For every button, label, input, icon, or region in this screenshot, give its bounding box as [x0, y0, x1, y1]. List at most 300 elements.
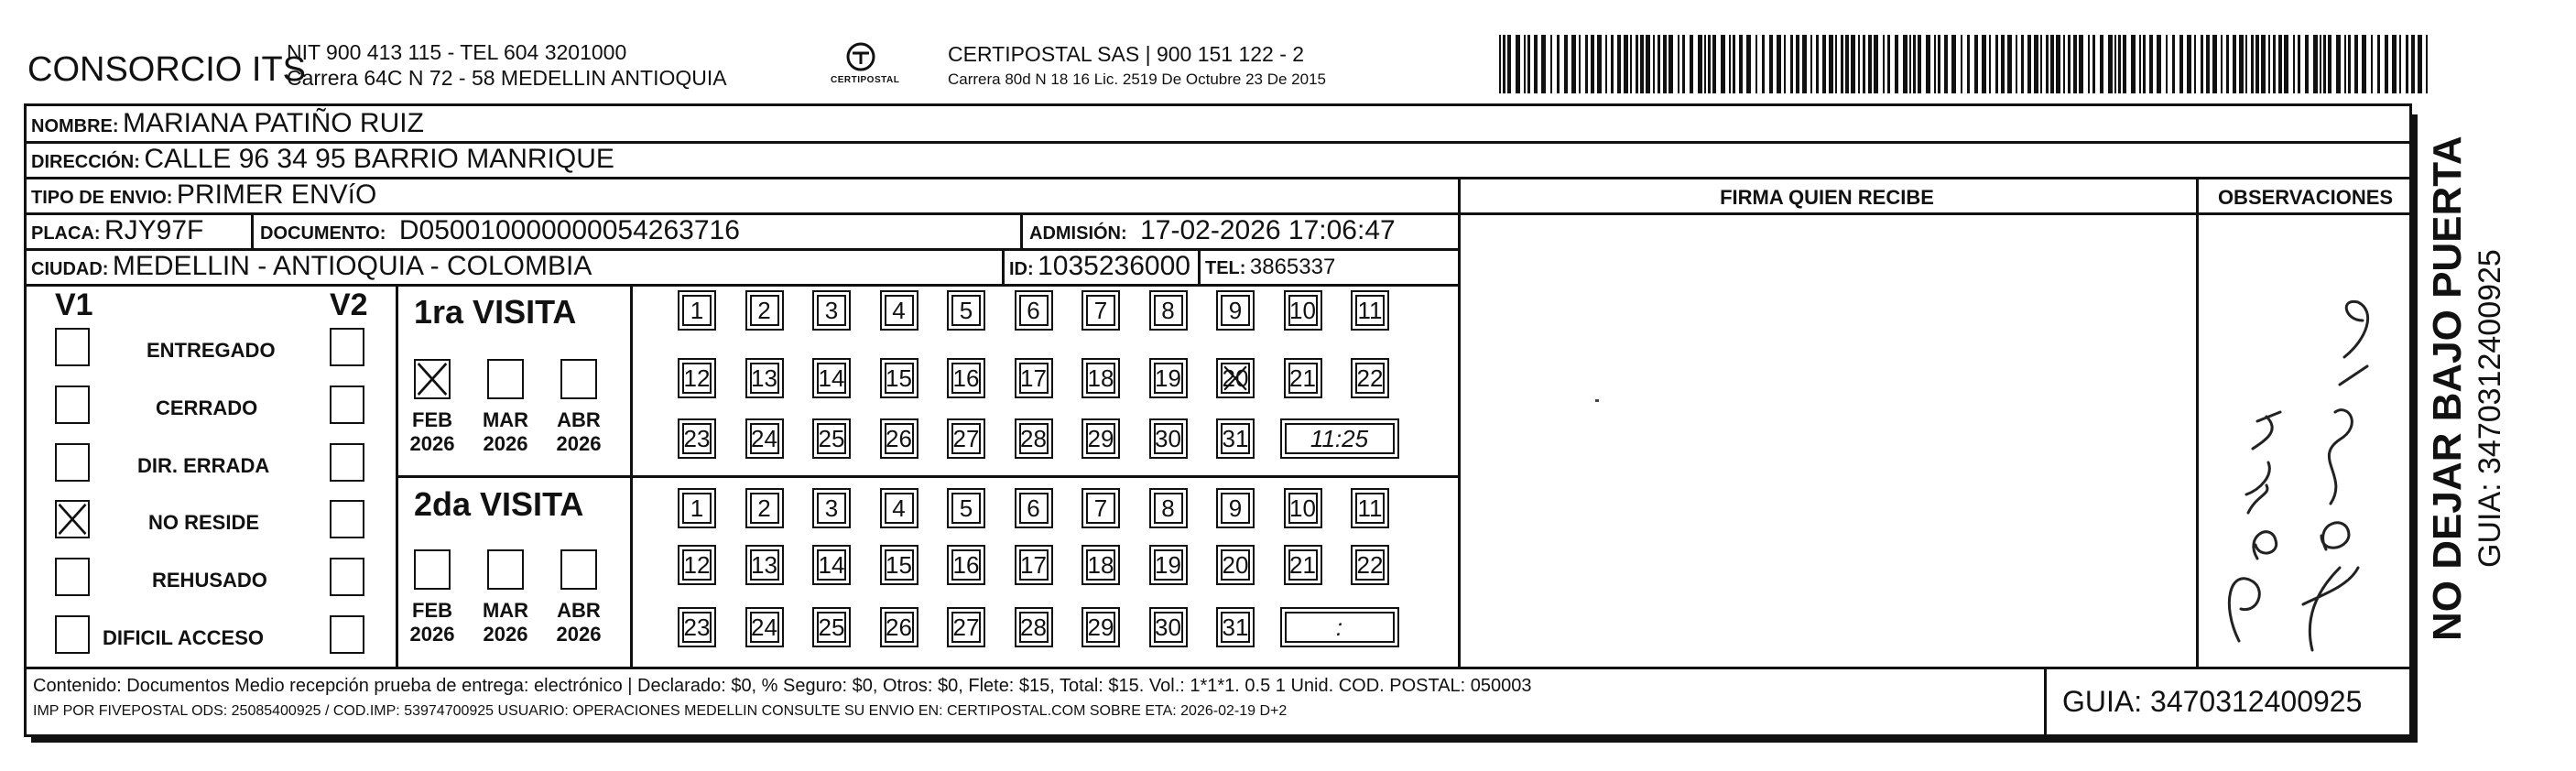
- visit-separator: [396, 475, 1458, 478]
- barcode-bar: [2245, 35, 2247, 93]
- footer-line2: IMP POR FIVEPOSTAL ODS: 25085400925 / COD.IMP: 53974700925 USUARIO: OPERACIONES MEDELLIN CONSULTE SU ENVIO EN: CERTIPOSTAL.COM SOBRE ETA: 2026-02-19 D+2: [33, 703, 1288, 719]
- barcode-bar: [1698, 35, 1702, 93]
- day-box[interactable]: 11: [1355, 295, 1385, 326]
- year-label: 2026: [483, 623, 528, 646]
- barcode-bar: [2100, 35, 2103, 93]
- day-box[interactable]: 3: [817, 493, 846, 524]
- day-box[interactable]: 9: [1221, 295, 1250, 326]
- day-box[interactable]: 2: [750, 493, 779, 524]
- barcode-bar: [1653, 35, 1655, 93]
- tel-value: 3865337: [1249, 255, 1336, 279]
- tel-row: [1205, 255, 1335, 280]
- barcode-bar: [2179, 35, 2183, 93]
- barcode-bar: [1995, 35, 1998, 93]
- barcode-bar: [2073, 35, 2077, 93]
- barcode-bar: [1611, 35, 1614, 93]
- barcode-bar: [2016, 35, 2017, 93]
- day-box[interactable]: 6: [1019, 295, 1049, 326]
- month-checkbox[interactable]: [414, 549, 451, 590]
- company-info-line2: Carrera 64C N 72 - 58 MEDELLIN ANTIOQUIA: [287, 66, 727, 90]
- observaciones-label: OBSERVACIONES: [2217, 186, 2394, 209]
- day-box[interactable]: 5: [951, 493, 981, 524]
- day-box[interactable]: 1: [682, 295, 712, 326]
- barcode-bar: [2034, 35, 2038, 93]
- frame-shadow-bottom: [31, 737, 2418, 743]
- barcode-bar: [2362, 35, 2366, 93]
- barcode-bar: [2027, 35, 2031, 93]
- barcode-bar: [2323, 35, 2326, 93]
- barcode-bar: [1690, 35, 1693, 93]
- placa-label: PLACA:: [31, 223, 101, 244]
- barcode-bar: [2221, 35, 2223, 93]
- observaciones-handwriting: [2202, 220, 2408, 659]
- col-admision-left: [1020, 212, 1023, 248]
- col-id-left: [1002, 248, 1005, 284]
- barcode-bar: [1982, 35, 1986, 93]
- barcode-bar: [2046, 35, 2049, 93]
- day-box[interactable]: 24: [750, 612, 779, 643]
- barcode-bar: [2194, 35, 2196, 93]
- day-box[interactable]: 17: [1019, 549, 1049, 581]
- barcode-bar: [1845, 35, 1849, 93]
- day-box[interactable]: 22: [1355, 549, 1385, 581]
- barcode-bar: [1668, 35, 1673, 93]
- day-box[interactable]: 7: [1086, 493, 1115, 524]
- barcode: [1499, 35, 2433, 93]
- month-checkbox[interactable]: [487, 549, 524, 590]
- barcode-bar: [1630, 35, 1632, 93]
- barcode-bar: [2206, 35, 2210, 93]
- barcode-bar: [1835, 35, 1837, 93]
- barcode-bar: [2255, 35, 2259, 93]
- logo-icon: [829, 37, 893, 101]
- barcode-bar: [1816, 35, 1819, 93]
- barcode-bar: [2377, 35, 2380, 93]
- day-box[interactable]: 27: [951, 612, 981, 643]
- day-box[interactable]: 27: [951, 423, 981, 454]
- tipo-label: TIPO DE ENVIO:: [31, 188, 173, 208]
- barcode-bar: [1550, 35, 1552, 93]
- time-box[interactable]: 11:25: [1285, 423, 1395, 454]
- ciudad-row: [31, 251, 592, 282]
- year-label: 2026: [483, 432, 528, 455]
- status-v2-checkbox[interactable]: [330, 558, 364, 596]
- barcode-bar: [2385, 35, 2388, 93]
- month-checkbox[interactable]: [414, 359, 451, 399]
- v1-heading: V1: [55, 288, 93, 322]
- day-box[interactable]: 13: [750, 363, 779, 394]
- day-box[interactable]: 26: [885, 423, 914, 454]
- admision-label: ADMISIÓN:: [1029, 223, 1127, 244]
- day-box[interactable]: 14: [817, 549, 846, 581]
- year-label: 2026: [409, 623, 455, 646]
- id-label: ID:: [1009, 259, 1034, 279]
- barcode-bar: [2399, 35, 2401, 93]
- barcode-bar: [1810, 35, 1812, 93]
- barcode-bar: [2298, 35, 2300, 93]
- status-v2-checkbox[interactable]: [330, 500, 364, 538]
- row-line-5: [24, 284, 1458, 287]
- barcode-bar: [2251, 35, 2254, 93]
- day-box[interactable]: 23: [682, 612, 712, 643]
- day-box[interactable]: 20: [1221, 549, 1250, 581]
- barcode-bar: [2348, 35, 2351, 93]
- barcode-bar: [1926, 35, 1930, 93]
- barcode-bar: [1934, 35, 1936, 93]
- barcode-bar: [2021, 35, 2024, 93]
- barcode-bar: [2426, 35, 2428, 93]
- day-box[interactable]: 5: [951, 295, 981, 326]
- barcode-bar: [1721, 35, 1725, 93]
- day-box[interactable]: 16: [951, 549, 981, 581]
- day-box[interactable]: 13: [750, 549, 779, 581]
- barcode-bar: [2166, 35, 2168, 93]
- barcode-bar: [2418, 35, 2422, 93]
- status-label: NO RESIDE: [148, 511, 260, 534]
- day-box[interactable]: 12: [682, 549, 712, 581]
- month-checkbox[interactable]: [560, 549, 597, 590]
- side-warning: NO DEJAR BAJO PUERTA: [2425, 136, 2470, 641]
- status-v2-checkbox[interactable]: [330, 328, 364, 366]
- barcode-bar: [1903, 35, 1908, 93]
- day-number: 20: [1222, 364, 1249, 392]
- barcode-bar: [1646, 35, 1650, 93]
- month-label: ABR: [557, 408, 601, 431]
- barcode-bar: [1564, 35, 1568, 93]
- day-box[interactable]: 19: [1154, 549, 1183, 581]
- placa-row: [31, 215, 203, 246]
- barcode-bar: [1597, 35, 1602, 93]
- side-guia: GUIA: 3470312400925: [2473, 249, 2507, 568]
- direccion-value: CALLE 96 34 95 BARRIO MANRIQUE: [144, 144, 614, 174]
- barcode-bar: [2068, 35, 2071, 93]
- col-firma-left: [1458, 177, 1461, 667]
- nombre-label: NOMBRE:: [31, 116, 119, 136]
- barcode-graphic: [1499, 35, 2433, 93]
- day-box[interactable]: 3: [817, 295, 846, 326]
- barcode-bar: [2284, 35, 2288, 93]
- visit2-title: 2da VISITA: [414, 485, 584, 523]
- barcode-bar: [2371, 35, 2373, 93]
- day-box[interactable]: 6: [1019, 493, 1049, 524]
- barcode-bar: [2212, 35, 2217, 93]
- time-box[interactable]: :: [1285, 612, 1395, 643]
- month-checkbox[interactable]: [560, 359, 597, 399]
- nombre-value: MARIANA PATIÑO RUIZ: [123, 108, 424, 138]
- month-checkbox[interactable]: [487, 359, 524, 399]
- day-box[interactable]: 1: [682, 493, 712, 524]
- barcode-bar: [1961, 35, 1962, 93]
- barcode-bar: [1503, 35, 1505, 93]
- barcode-bar: [1658, 35, 1660, 93]
- barcode-bar: [2226, 35, 2229, 93]
- handwritten-signature-graphic: [2202, 220, 2408, 659]
- barcode-bar: [2344, 35, 2346, 93]
- day-box[interactable]: 14: [817, 363, 846, 394]
- barcode-bar: [2406, 35, 2408, 93]
- barcode-bar: [1887, 35, 1890, 93]
- barcode-bar: [1678, 35, 1679, 93]
- year-label: 2026: [556, 623, 602, 646]
- day-box[interactable]: 15: [885, 363, 914, 394]
- status-label: DIFICIL ACCESO: [103, 626, 265, 649]
- nombre-row: [31, 108, 424, 139]
- day-box[interactable]: 11: [1355, 493, 1385, 524]
- barcode-bar: [2273, 35, 2276, 93]
- day-box[interactable]: [1221, 363, 1250, 394]
- placa-value: RJY97F: [104, 215, 204, 245]
- id-value: 1035236000: [1038, 251, 1190, 281]
- barcode-bar: [1802, 35, 1807, 93]
- barcode-bar: [1895, 35, 1898, 93]
- barcode-bar: [1729, 35, 1731, 93]
- tel-label: TEL:: [1205, 258, 1246, 278]
- day-box[interactable]: 10: [1288, 493, 1318, 524]
- day-box[interactable]: 8: [1154, 295, 1183, 326]
- documento-label: DOCUMENTO:: [260, 223, 386, 244]
- day-box[interactable]: 15: [885, 549, 914, 581]
- barcode-bar: [2320, 35, 2321, 93]
- firma-label: FIRMA QUIEN RECIBE: [1720, 186, 1934, 209]
- day-box[interactable]: 2: [750, 295, 779, 326]
- year-label: 2026: [409, 432, 455, 455]
- barcode-bar: [1534, 35, 1538, 93]
- status-v1-checkbox[interactable]: [55, 443, 90, 482]
- barcode-bar: [1909, 35, 1911, 93]
- day-box[interactable]: 24: [750, 423, 779, 454]
- row-line-3b: [1458, 212, 2412, 215]
- direccion-label: DIRECCIÓN:: [31, 152, 140, 172]
- day-box[interactable]: 19: [1154, 363, 1183, 394]
- barcode-bar: [2131, 35, 2136, 93]
- barcode-bar: [1796, 35, 1799, 93]
- status-label: CERRADO: [156, 396, 258, 419]
- barcode-bar: [2187, 35, 2191, 93]
- day-box[interactable]: 22: [1355, 363, 1385, 394]
- logo-text: CERTIPOSTAL: [831, 75, 900, 85]
- col-tel-left: [1198, 248, 1201, 284]
- status-label: ENTREGADO: [147, 339, 276, 362]
- certipostal-logo: [829, 37, 900, 101]
- barcode-bar: [2118, 35, 2121, 93]
- day-box[interactable]: 12: [682, 363, 712, 394]
- barcode-bar: [2293, 35, 2295, 93]
- col-obs-left: [2196, 177, 2199, 667]
- carrier-info-line1: CERTIPOSTAL SAS | 900 151 122 - 2: [948, 42, 1305, 66]
- barcode-bar: [1591, 35, 1594, 93]
- barcode-bar: [1712, 35, 1716, 93]
- day-box[interactable]: 10: [1288, 295, 1318, 326]
- barcode-bar: [2278, 35, 2282, 93]
- status-v2-checkbox[interactable]: [330, 615, 364, 654]
- barcode-bar: [1858, 35, 1860, 93]
- barcode-bar: [2305, 35, 2309, 93]
- barcode-bar: [1755, 35, 1757, 93]
- day-box[interactable]: 4: [885, 295, 914, 326]
- admision-row: [1029, 215, 1396, 246]
- status-v2-checkbox[interactable]: [330, 443, 364, 482]
- barcode-bar: [1499, 35, 1501, 93]
- day-box[interactable]: 4: [885, 493, 914, 524]
- barcode-bar: [1938, 35, 1940, 93]
- barcode-bar: [1527, 35, 1530, 93]
- company-info-line1: NIT 900 413 115 - TEL 604 3201000: [287, 40, 627, 64]
- barcode-bar: [1762, 35, 1765, 93]
- barcode-bar: [1829, 35, 1833, 93]
- status-v1-checkbox[interactable]: [55, 615, 90, 654]
- barcode-bar: [2079, 35, 2083, 93]
- barcode-bar: [1624, 35, 1628, 93]
- day-box[interactable]: 28: [1019, 423, 1049, 454]
- documento-row: [260, 215, 740, 246]
- day-box[interactable]: 18: [1086, 549, 1115, 581]
- barcode-bar: [1874, 35, 1878, 93]
- carrier-info-line2: Carrera 80d N 18 16 Lic. 2519 De Octubre 23 De 2015: [948, 71, 1326, 88]
- barcode-bar: [1790, 35, 1793, 93]
- footer-guia-left: [2044, 667, 2047, 737]
- day-box[interactable]: 23: [682, 423, 712, 454]
- barcode-bar: [2149, 35, 2153, 93]
- x-mark-icon: [416, 361, 449, 397]
- barcode-bar: [2007, 35, 2012, 93]
- barcode-bar: [2108, 35, 2113, 93]
- barcode-bar: [1841, 35, 1843, 93]
- barcode-bar: [2056, 35, 2060, 93]
- status-v2-checkbox[interactable]: [330, 386, 364, 424]
- month-label: MAR: [482, 599, 529, 622]
- day-box[interactable]: 28: [1019, 612, 1049, 643]
- barcode-bar: [1769, 35, 1773, 93]
- barcode-bar: [1967, 35, 1970, 93]
- status-v1-checkbox[interactable]: [55, 558, 90, 596]
- x-mark-icon: [57, 502, 88, 537]
- day-box[interactable]: 31: [1221, 423, 1250, 454]
- row-line-footer: [24, 667, 2412, 669]
- barcode-bar: [2354, 35, 2358, 93]
- day-box[interactable]: 8: [1154, 493, 1183, 524]
- barcode-bar: [1951, 35, 1956, 93]
- barcode-bar: [2050, 35, 2054, 93]
- v2-heading: V2: [330, 288, 368, 322]
- barcode-bar: [1918, 35, 1921, 93]
- month-label: MAR: [482, 408, 529, 431]
- barcode-bar: [2123, 35, 2126, 93]
- barcode-bar: [2092, 35, 2095, 93]
- day-box[interactable]: 16: [951, 363, 981, 394]
- barcode-bar: [1913, 35, 1916, 93]
- barcode-bar: [1944, 35, 1948, 93]
- footer-line1: Contenido: Documentos Medio recepción prueba de entrega: electrónico | Declarado: $0, % Seguro: $0, Otros: $0, Flete: $15, Total: $15. Vol.: 1*1*1. 0.5 1 Unid. COD. POSTAL: 050003: [33, 676, 1532, 696]
- barcode-bar: [2139, 35, 2141, 93]
- status-v1-checkbox[interactable]: [55, 386, 90, 424]
- barcode-bar: [1851, 35, 1855, 93]
- visit1-title: 1ra VISITA: [414, 293, 577, 331]
- barcode-bar: [1571, 35, 1576, 93]
- direccion-row: [31, 144, 614, 175]
- barcode-bar: [1777, 35, 1781, 93]
- day-box[interactable]: 9: [1221, 493, 1250, 524]
- barcode-bar: [1733, 35, 1735, 93]
- barcode-bar: [1739, 35, 1743, 93]
- barcode-bar: [1579, 35, 1581, 93]
- barcode-bar: [1784, 35, 1786, 93]
- year-label: 2026: [556, 432, 602, 455]
- barcode-bar: [2313, 35, 2318, 93]
- barcode-bar: [1822, 35, 1826, 93]
- barcode-bar: [1746, 35, 1751, 93]
- day-box[interactable]: 25: [817, 423, 846, 454]
- barcode-bar: [1557, 35, 1560, 93]
- barcode-bar: [1682, 35, 1685, 93]
- barcode-bar: [1989, 35, 1991, 93]
- day-box[interactable]: 30: [1154, 612, 1183, 643]
- tipo-value: PRIMER ENVíO: [176, 179, 377, 210]
- placa-doc-divider: [251, 212, 254, 248]
- barcode-bar: [2233, 35, 2236, 93]
- barcode-bar: [2239, 35, 2244, 93]
- barcode-bar: [1524, 35, 1526, 93]
- barcode-bar: [1663, 35, 1667, 93]
- tipo-row: [31, 179, 376, 211]
- barcode-bar: [2201, 35, 2203, 93]
- day-box[interactable]: 21: [1288, 363, 1318, 394]
- documento-value: D050010000000054263716: [398, 215, 740, 245]
- footer-guia: GUIA: 3470312400925: [2062, 685, 2363, 718]
- day-box[interactable]: 25: [817, 612, 846, 643]
- barcode-bar: [2268, 35, 2270, 93]
- ciudad-label: CIUDAD:: [31, 259, 109, 279]
- barcode-bar: [2261, 35, 2266, 93]
- barcode-bar: [2040, 35, 2042, 93]
- barcode-bar: [1541, 35, 1546, 93]
- day-box[interactable]: 26: [885, 612, 914, 643]
- barcode-bar: [1868, 35, 1872, 93]
- day-box[interactable]: 29: [1086, 423, 1115, 454]
- barcode-bar: [1863, 35, 1865, 93]
- day-box[interactable]: 17: [1019, 363, 1049, 394]
- day-box[interactable]: 21: [1288, 549, 1318, 581]
- admision-value: 17-02-2026 17:06:47: [1140, 215, 1396, 245]
- month-label: FEB: [412, 599, 452, 622]
- barcode-bar: [2114, 35, 2116, 93]
- day-box[interactable]: 29: [1086, 612, 1115, 643]
- barcode-bar: [2063, 35, 2065, 93]
- day-box[interactable]: 31: [1221, 612, 1250, 643]
- day-box[interactable]: 30: [1154, 423, 1183, 454]
- status-v1-checkbox[interactable]: [55, 328, 90, 366]
- day-box[interactable]: 18: [1086, 363, 1115, 394]
- month-label: FEB: [412, 408, 452, 431]
- firma-dot: [1595, 399, 1599, 402]
- id-row: [1009, 251, 1190, 282]
- status-label: DIR. ERRADA: [137, 454, 270, 477]
- row-line-2: [24, 177, 2412, 179]
- barcode-bar: [1974, 35, 1978, 93]
- barcode-bar: [2157, 35, 2161, 93]
- barcode-bar: [1636, 35, 1638, 93]
- barcode-bar: [2088, 35, 2090, 93]
- barcode-bar: [1617, 35, 1621, 93]
- barcode-bar: [1640, 35, 1644, 93]
- barcode-bar: [1516, 35, 1520, 93]
- barcode-bar: [2392, 35, 2397, 93]
- barcode-bar: [2143, 35, 2146, 93]
- barcode-bar: [2001, 35, 2005, 93]
- company-name: CONSORCIO ITS: [27, 50, 307, 89]
- status-v1-checkbox[interactable]: [55, 500, 90, 538]
- barcode-bar: [1883, 35, 1885, 93]
- day-box[interactable]: 7: [1086, 295, 1115, 326]
